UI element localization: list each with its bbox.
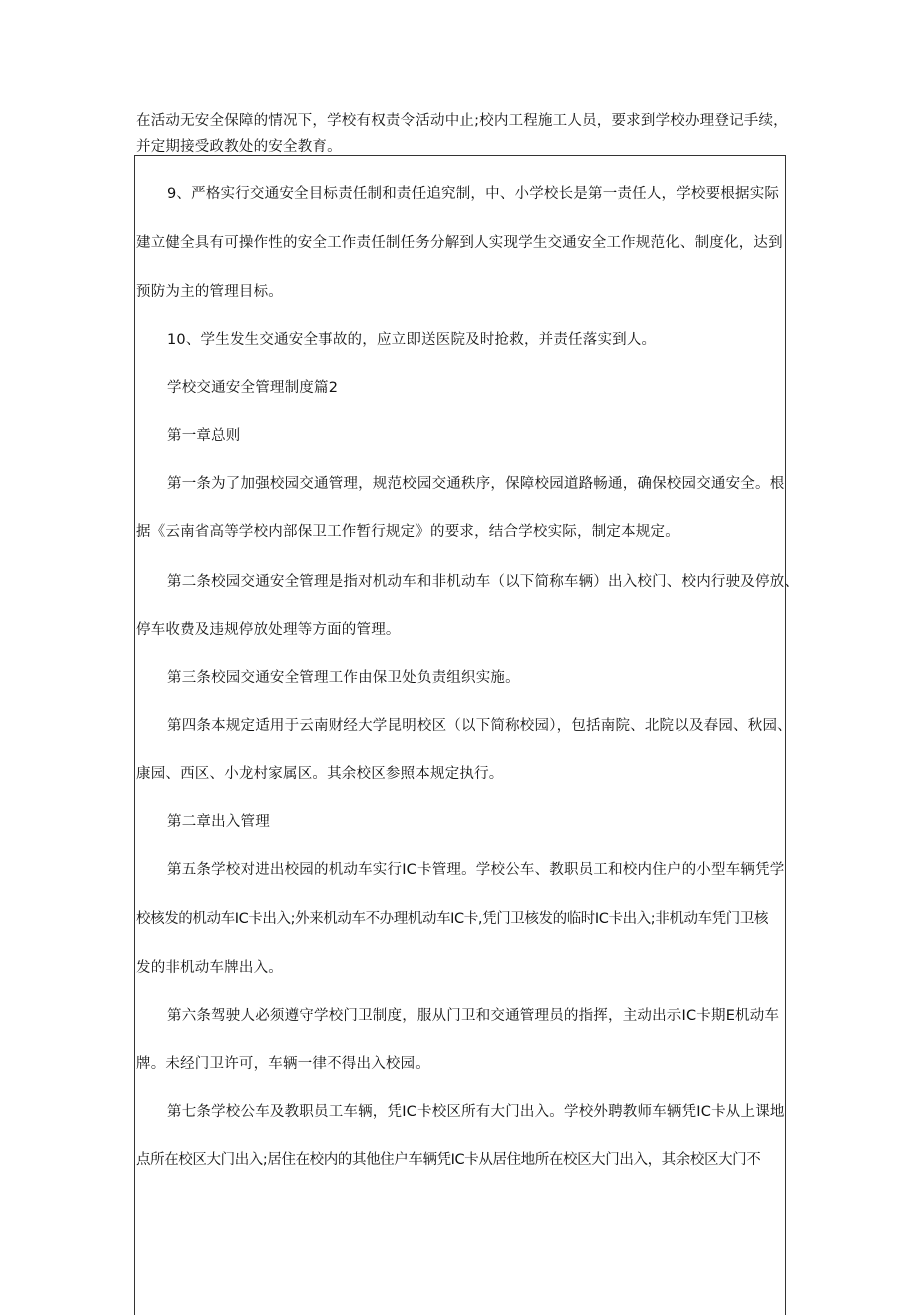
paragraph-line: 据《云南省高等学校内部保卫工作暂行规定》的要求，结合学校实际，制定本规定。 — [136, 524, 680, 540]
paragraph-line: 在活动无安全保障的情况下，学校有权责令活动中止;校内工程施工人员，要求到学校办理登记手续， — [136, 113, 788, 129]
paragraph-line: 发的非机动车牌出入。 — [136, 960, 283, 976]
paragraph-line: 牌。未经门卫许可，车辆一律不得出入校园。 — [136, 1056, 430, 1072]
chapter-heading: 第二章出入管理 — [167, 814, 270, 830]
paragraph-line: 校核发的机动车IC卡出入;外来机动车不办理机动车IC卡,凭门卫核发的临时IC卡出入;非机动车凭门卫核 — [136, 911, 769, 927]
paragraph-line: 第二条校园交通安全管理是指对机动车和非机动车（以下简称车辆）出入校门、校内行驶及停放、 — [167, 574, 800, 590]
paragraph-line: 第一条为了加强校园交通管理，规范校园交通秩序，保障校园道路畅通，确保校园交通安全。根 — [167, 476, 785, 492]
paragraph-line: 第六条驾驶人必须遵守学校门卫制度，服从门卫和交通管理员的指挥，主动出示IC卡期E机动车 — [167, 1008, 780, 1024]
paragraph-line: 停车收费及违规停放处理等方面的管理。 — [136, 622, 401, 638]
paragraph-line: 预防为主的管理目标。 — [136, 284, 283, 300]
paragraph-line: 第三条校园交通安全管理工作由保卫处负责组织实施。 — [167, 670, 520, 686]
paragraph-line: 第四条本规定适用于云南财经大学昆明校区（以下简称校园），包括南院、北院以及春园、秋园、 — [167, 718, 792, 734]
paragraph-line: 9、严格实行交通安全目标责任制和责任追究制，中、小学校长是第一责任人，学校要根据实际 — [167, 186, 780, 202]
chapter-heading: 第一章总则 — [167, 428, 241, 444]
paragraph-line: 第七条学校公车及教职员工车辆，凭IC卡校区所有大门出入。学校外聘教师车辆凭IC卡从上课地 — [167, 1104, 785, 1120]
paragraph-line: 10、学生发生交通安全事故的，应立即送医院及时抢救，并责任落实到人。 — [167, 332, 657, 348]
section-heading: 学校交通安全管理制度篇2 — [167, 380, 339, 396]
paragraph-line: 第五条学校对进出校园的机动车实行IC卡管理。学校公车、教职员工和校内住户的小型车辆凭学 — [167, 862, 785, 878]
paragraph-line: 建立健全具有可操作性的安全工作责任制任务分解到人实现学生交通安全工作规范化、制度化，达到 — [136, 235, 783, 251]
paragraph-line: 点所在校区大门出入;居住在校内的其他住户车辆凭IC卡从居住地所在校区大门出入，其余校区大门不 — [136, 1152, 761, 1168]
paragraph-line: 并定期接受政教处的安全教育。 — [136, 139, 342, 155]
paragraph-line: 康园、西区、小龙村家属区。其余校区参照本规定执行。 — [136, 766, 504, 782]
